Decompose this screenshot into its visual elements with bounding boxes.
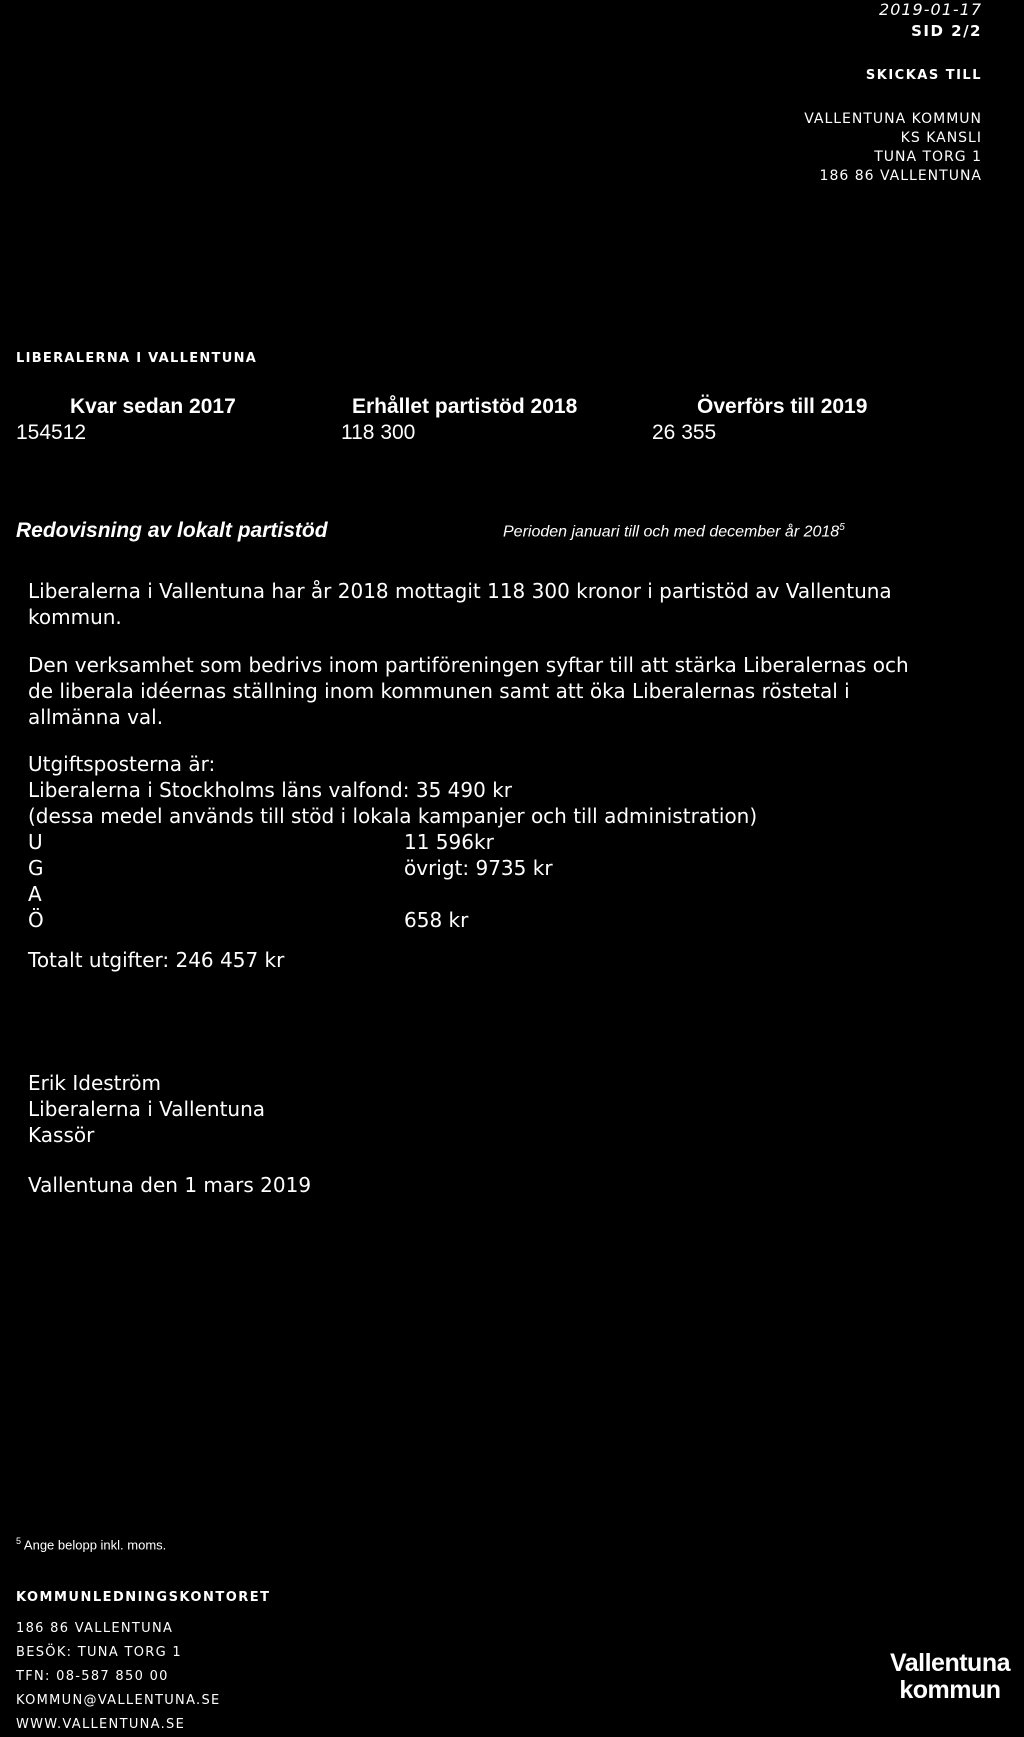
footnote: [16, 1536, 166, 1552]
signer-role: Kassör: [28, 1123, 95, 1147]
period-footnote-marker: 5: [839, 522, 845, 533]
period-text: Perioden januari till och med december år 2018: [503, 523, 840, 541]
organization-name: LIBERALERNA I VALLENTUNA: [16, 351, 258, 366]
vallentuna-logo: [890, 1650, 1010, 1704]
place-and-date: Vallentuna den 1 mars 2019: [28, 1173, 312, 1197]
value-carried: 154512: [16, 421, 87, 444]
footer-line: KOMMUN@VALLENTUNA.SE: [16, 1693, 221, 1708]
paragraph-funding: [28, 578, 892, 630]
paragraph-line: Den verksamhet som bedrivs inom partiföreningen syftar till att stärka Liberalernas och: [28, 653, 909, 677]
expense-row-label: G: [28, 856, 44, 880]
expense-row-value: 11 596kr: [404, 830, 494, 854]
report-period: [503, 522, 845, 541]
value-transferred: 26 355: [652, 421, 717, 444]
expenses-total: Totalt utgifter: 246 457 kr: [28, 948, 285, 972]
paragraph-line: de liberala idéernas ställning inom kommunen samt att öka Liberalernas röstetal i: [28, 679, 850, 703]
address-line: 186 86 VALLENTUNA: [819, 168, 982, 184]
col-heading-carried: Kvar sedan 2017: [70, 395, 236, 418]
recipient-address: [804, 110, 982, 186]
footer-contact: [16, 1617, 221, 1737]
footer-line: BESÖK: TUNA TORG 1: [16, 1645, 182, 1660]
footer-office: KOMMUNLEDNINGSKONTORET: [16, 1590, 271, 1605]
expense-row-value: 658 kr: [404, 908, 469, 932]
expense-row-label: Ö: [28, 908, 44, 932]
footer-line: TFN: 08-587 850 00: [16, 1669, 169, 1684]
footer-line: WWW.VALLENTUNA.SE: [16, 1717, 186, 1732]
footnote-text: Ange belopp inkl. moms.: [23, 1537, 167, 1553]
expenses-intro: Utgiftsposterna är:: [28, 752, 216, 776]
document-date: 2019-01-17: [879, 0, 982, 19]
address-line: KS KANSLI: [900, 130, 982, 146]
signer-name: Erik Ideström: [28, 1071, 162, 1095]
paragraph-line: Liberalerna i Vallentuna har år 2018 mottagit 118 300 kronor i partistöd av Vallentuna: [28, 579, 892, 603]
paragraph-line: allmänna val.: [28, 705, 164, 729]
signer-organization: Liberalerna i Vallentuna: [28, 1097, 266, 1121]
address-line: VALLENTUNA KOMMUN: [804, 111, 982, 127]
address-line: TUNA TORG 1: [874, 149, 982, 165]
footer-line: 186 86 VALLENTUNA: [16, 1621, 174, 1636]
paragraph-purpose: [28, 652, 909, 730]
col-heading-transferred: Överförs till 2019: [697, 395, 868, 418]
signature-block: [28, 1070, 265, 1148]
send-to-label: SKICKAS TILL: [865, 68, 982, 83]
value-received: 118 300: [341, 421, 416, 444]
report-title: Redovisning av lokalt partistöd: [16, 519, 328, 542]
logo-line: kommun: [899, 1676, 1001, 1704]
col-heading-received: Erhållet partistöd 2018: [352, 395, 578, 418]
page-number: SID 2/2: [911, 22, 982, 40]
footnote-marker: 5: [16, 1536, 22, 1546]
expense-row-label: U: [28, 830, 43, 854]
expense-note: (dessa medel används till stöd i lokala kampanjer och till administration): [28, 804, 758, 828]
expense-row-label: A: [28, 882, 42, 906]
paragraph-line: kommun.: [28, 605, 122, 629]
logo-line: Vallentuna: [889, 1649, 1010, 1677]
expense-valfond: Liberalerna i Stockholms läns valfond: 35 490 kr: [28, 778, 512, 802]
expense-row-value: övrigt: 9735 kr: [404, 856, 553, 880]
